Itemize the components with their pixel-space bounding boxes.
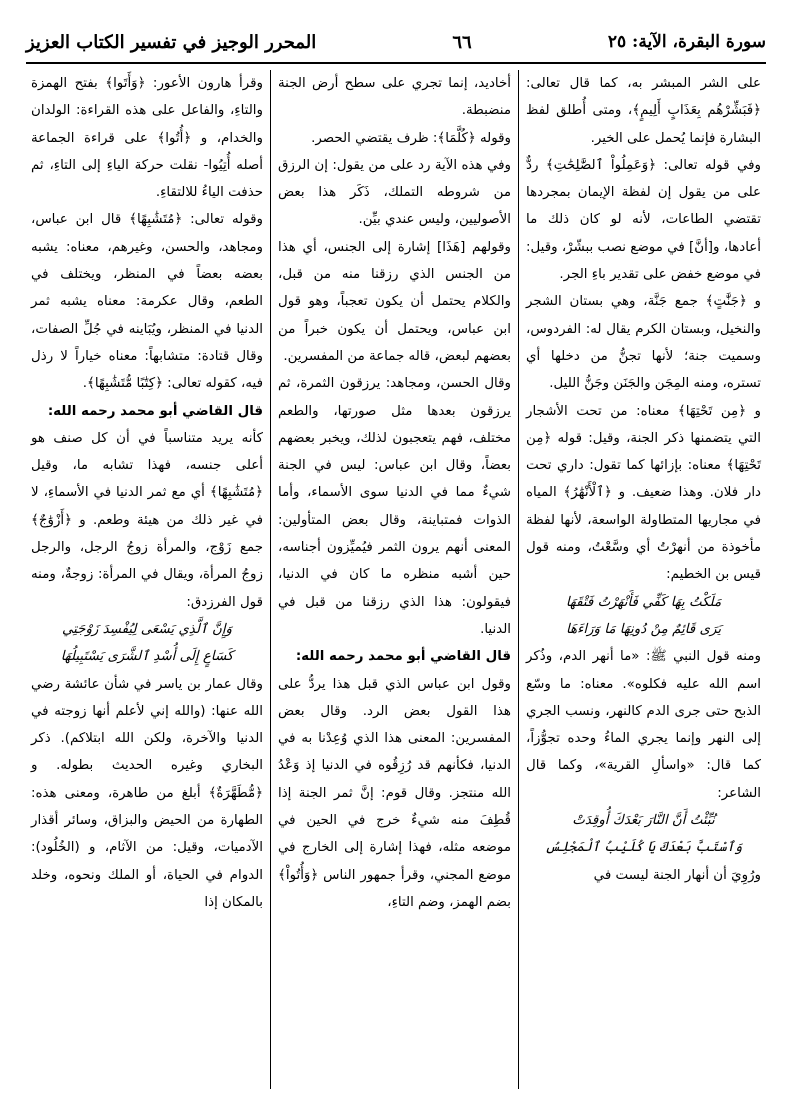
poetry-verse: نُبِّئْتُ أَنَّ النَّارَ بَعْدَكَ أُوقِدَتْ — [572, 813, 715, 829]
paragraph: وقول ابن عباس الذي قبل هذا يردُّ على هذا القول بعض الرد. وقال بعض المفسرين: المعنى هذا الذي وُعِدْنا به في الدنيا، فكأنهم قد رُزِقُوه في الدنيا إذ وَعْدُ الله منتجز. وقال قوم: إنَّ ثمر الجنة إذا قُطِفَ منه شيءٌ خرج في الحين في موضعه مثله، فهذا إشارة إلى الخارج في موضع المجني، وقرأ جمهور الناس ﴿وَأُتُواْ﴾ بضم الهمز، وضم التاءِ، — [278, 676, 511, 910]
author-note-heading: قال القاضي أبو محمد رحمه الله: — [295, 649, 511, 665]
paragraph: وفي قوله تعالى: ﴿وَعَمِلُواْ ٱلصَّٰلِحَٰتِ﴾ ردٌّ على من يقول إن لفظة الإيمان بمجردها تقتضي الطاعات، لأنه لو كان ذلك ما أعادها، و[أنَّ] في موضع نصب ببشّرْ، وقيل: في موضع خفض على تقدير باءِ الجر. — [526, 157, 761, 283]
paragraph: وقولهم [هَذَا] إشارة إلى الجنس، أي هذا من الجنس الذي رزقنا منه من قبل، والكلام يحتمل أن يكون تعجباً، وهو قول ابن عباس، ويحتمل أن يكون خبراً من بعضهم لبعض، قاله جماعة من المفسرين. — [278, 239, 511, 364]
paragraph: ومنه قول النبي ﷺ: «ما أنهر الدم، وذُكر اسم الله عليه فكلوه». معناه: ما وسّع الذبح حتى جرى الدم كالنهر، ونسب الجري إلى النهر وإنما يجري الماءُ وحده تجوُّزاً، كما قال: «واسألِ القرية»، وكما قال الشاعر: — [526, 649, 761, 801]
paragraph: على الشر المبشر به، كما قال تعالى: ﴿فَبَشِّرْهُم بِعَذَابٍ أَلِيمٍ﴾، ومتى أُطلق لفظ البشارة فإنما يُحمل على الخير. — [526, 76, 761, 146]
column-left — [24, 70, 271, 1089]
paragraph: أخاديد، إنما تجري على سطح أرض الجنة منضبطة. — [278, 76, 511, 119]
author-note-heading: قال القاضي أبو محمد رحمه الله: — [47, 403, 263, 419]
paragraph: كأنه يريد متناسباً في أن كل صنف هو أعلى جنسه، فهذا تشابه ما، وقيل ﴿مُتَشَٰبِهًا﴾ أي مع ثمر الدنيا في الأسماءِ، لا في غير ذلك من هيئة وطعم. و ﴿أَزْوَٰجٌ﴾ جمع زَوْج، والمرأة زوجُ الرجل، والرجل زوجُ المرأة، ويقال في المرأة: زوجةٌ، ومنه قول الفرزدق: — [31, 430, 263, 610]
paragraph: وقوله تعالى: ﴿مُتَشَٰبِهًا﴾ قال ابن عباس، ومجاهد، والحسن، وغيرهم، معناه: يشبه بعضه بعضاً في المنظر، ويختلف في الطعم، وقال عكرمة: معناه يشبه ثمر الدنيا في المنظر، ويُبَاينه في جُلِّ الصفات، وقال قتادة: متشابهاً: معناه خياراً لا رذل فيه، كقوله تعالى: ﴿كِتَٰبًا مُّتَشَٰبِهًا﴾. — [31, 212, 263, 392]
surah-reference: سورة البقرة، الآية: ٢٥ — [607, 32, 766, 52]
poetry-verse: مَلَكْتُ بِهَا كَفِّي فَأَنْهَرْتُ فَتْقَهَا — [565, 594, 722, 610]
poetry-verse: يَرَى قَائِمٌ مِنْ دُونِهَا مَا وَرَاءَهَا — [565, 621, 722, 637]
poetry-verse: كَسَاعٍ إِلَى أُسْدِ ٱلشَّرَى يَسْتَبِيلُهَا — [60, 649, 234, 665]
paragraph: وقرأ هارون الأعور: ﴿وَأَتَوا﴾ بفتح الهمزة والتاءِ، والفاعل على هذه القراءة: الولدان والخدام، و ﴿أُتُوا﴾ على قراءة الجماعة أصله أُتِيُوا- نقلت حركة الياءِ إلى التاءِ، ثم حذفت الياءُ للالتقاءِ. — [31, 76, 263, 201]
paragraph: وقال الحسن، ومجاهد: يرزقون الثمرة، ثم يرزقون بعدها مثل صورتها، والطعم مختلف، فهم يتعجبون لذلك، ويخبر بعضهم بعضاً، وقال ابن عباس: ليس في الجنة شيءٌ مما في الدنيا سوى الأسماء، وأما الذوات فمتباينة، وقال بعض المتأولين: المعنى أنهم يرون الثمر فيُميِّزون أجناسه، حين أشبه منظره ما كان في الدنيا، فيقولون: هذا الذي رزقنا من قبل في الدنيا. — [278, 376, 511, 637]
book-title: المحرر الوجيز في تفسير الكتاب العزيز — [26, 31, 317, 53]
paragraph: وقوله ﴿كُلَّمَا﴾: ظرف يقتضي الحصر. — [311, 130, 511, 146]
column-middle — [271, 70, 519, 1089]
paragraph: وقال عمار بن ياسر في شأن عائشة رضي الله عنها: (والله إني لأعلم أنها زوجته في الدنيا والآخرة، ولكن الله ابتلاكم). ذكر البخاري وغيره الحديث بطوله. و ﴿مُّطَهَّرَةٌ﴾ أبلغ من طاهرة، ومعنى هذه: الطهارة من الحيض والبزاق، وسائر أقذار الآدميات، وقيل: من الآثام، و (الخُلُود): الدوام في الحياة، أو الملك ونحوه، وخلد بالمكان إذا — [31, 676, 263, 910]
page-header — [26, 22, 766, 64]
paragraph: و ﴿مِن تَحْتِهَا﴾ معناه: من تحت الأشجار التي يتضمنها ذكر الجنة، وقيل: قوله ﴿مِن تَحْتِهَا﴾ معناه: بإزائها كما تقول: داري تحت دار فلان. وهذا ضعيف. و ﴿ٱلْأَنْهَٰرُ﴾ المياه في مجاريها المتطاولة الواسعة، لأنها لفظة مأخوذة من أنهرْتُ أي وسَّعْتُ، ومنه قول قيس بن الخطيم: — [526, 403, 761, 583]
paragraph: وفي هذه الآية رد على من يقول: إن الرزق من شروطه التملك، ذَكَر هذا بعض الأصوليين، وليس عندي بيِّن. — [278, 157, 511, 228]
paragraph: و ﴿جَنَّٰتٍ﴾ جمع جَنَّة، وهي بستان الشجر والنخيل، وبستان الكرم يقال له: الفردوس، وسميت جنة؛ لأنها تجنُّ من دخلها أي تستره، ومنه المِجَن والجَنَن وجَنُّ الليل. — [526, 294, 761, 392]
column-right — [519, 70, 768, 1089]
paragraph: ورُوِيَ أن أنهار الجنة ليست في — [593, 867, 761, 883]
page-number: ٦٦ — [452, 31, 472, 53]
text-columns — [24, 70, 768, 1089]
poetry-verse: وَٱسْتَبَّ بَعْدَكَ يَا كُلَيْبُ ٱلْمَجْلِسُ — [544, 840, 743, 856]
poetry-verse: وَإِنَّ ٱلَّذِي يَسْعَى لِيُفْسِدَ زَوْجَتِي — [61, 621, 233, 637]
